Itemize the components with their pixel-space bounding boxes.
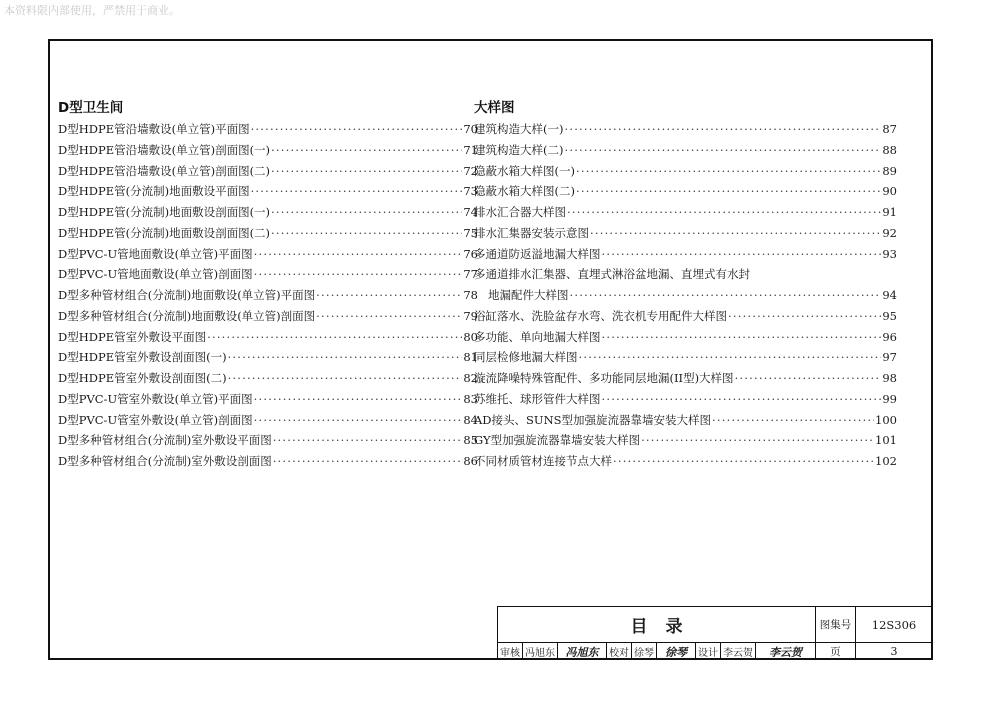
toc-left-column (58, 98, 478, 472)
toc-entry-page: 80 (463, 329, 478, 344)
toc-entry[interactable] (58, 244, 478, 265)
dot-leader (254, 264, 463, 285)
toc-entry[interactable] (58, 264, 478, 285)
toc-entry-text: D型HDPE管沿墙敷设(单立管)剖面图(一) (58, 142, 271, 157)
toc-entry-page: 101 (875, 433, 897, 448)
toc-entry[interactable] (58, 140, 478, 161)
toc-entry[interactable] (474, 181, 897, 202)
review-label: 审核 (498, 643, 523, 660)
toc-entry-page: 102 (875, 454, 897, 468)
toc-entry-page: 92 (882, 225, 897, 240)
dot-leader (228, 368, 463, 389)
toc-entry-text: 建筑构造大样(一) (474, 122, 564, 136)
toc-entry[interactable] (58, 181, 478, 202)
toc-entry-page: 100 (875, 412, 897, 427)
dot-leader (602, 327, 882, 348)
reviewer-signature: 冯旭东 (558, 643, 607, 660)
dot-leader (254, 244, 463, 265)
dot-leader (251, 119, 463, 140)
toc-entry[interactable] (58, 451, 478, 472)
toc-entry[interactable] (474, 140, 897, 161)
dot-leader (271, 223, 462, 244)
toc-entry[interactable] (58, 223, 478, 244)
dot-leader (735, 368, 882, 389)
dot-leader (564, 119, 881, 140)
toc-entry-text: D型HDPE管(分流制)地面敷设平面图 (58, 184, 250, 199)
toc-entry[interactable] (474, 451, 897, 472)
page-number: 3 (890, 645, 898, 658)
toc-entry-page: 89 (882, 163, 897, 178)
toc-entry[interactable] (474, 161, 897, 182)
toc-entry[interactable] (474, 119, 897, 140)
toc-entry[interactable] (474, 202, 897, 223)
toc-entry-text: 同层检修地漏大样图 (474, 350, 578, 365)
toc-entry[interactable] (58, 285, 478, 306)
toc-entry-text: D型HDPE管室外敷设剖面图(二) (58, 371, 227, 385)
toc-entry-page: 73 (463, 184, 478, 199)
toc-entry-text: 排水汇集器安装示意图 (474, 225, 589, 240)
dot-leader (641, 430, 874, 451)
toc-entry-page: 72 (463, 163, 478, 178)
toc-entry-page: 75 (463, 225, 478, 240)
toc-entry-text: D型HDPE管(分流制)地面敷设剖面图(一) (58, 205, 271, 219)
toc-entry-text: GY型加强旋流器靠墙安装大样图 (474, 433, 641, 448)
toc-entry-page: 96 (882, 329, 897, 344)
dot-leader (316, 285, 462, 306)
toc-entry[interactable] (474, 306, 897, 327)
toc-entry-text: 隐蔽水箱大样图(二) (474, 184, 575, 199)
toc-entry[interactable] (474, 368, 897, 389)
toc-entry[interactable] (58, 389, 478, 410)
toc-entry-text: 漩流降噪特殊管配件、多功能同层地漏(II型)大样图 (474, 371, 734, 385)
toc-entry[interactable] (58, 368, 478, 389)
toc-entry-page: 98 (882, 371, 897, 385)
toc-entry[interactable] (474, 223, 897, 244)
toc-entry-page: 87 (882, 122, 897, 136)
reviewer-name: 冯旭东 (523, 643, 558, 660)
dot-leader (271, 161, 462, 182)
toc-entry-text: 建筑构造大样(二) (474, 142, 564, 157)
toc-entry-text: 苏维托、球形管件大样图 (474, 391, 601, 406)
drawing-title: 目录 (498, 607, 816, 643)
dot-leader (570, 285, 882, 306)
toc-entry-text: D型多种管材组合(分流制)地面敷设(单立管)剖面图 (58, 308, 316, 323)
page-label: 页 (816, 643, 856, 660)
toc-entry-page: 84 (463, 412, 478, 427)
dot-leader (602, 389, 882, 410)
dot-leader (271, 140, 462, 161)
toc-entry-text: 排水汇合器大样图 (474, 205, 566, 219)
toc-entry-page: 76 (463, 246, 478, 261)
toc-entry-page: 94 (882, 288, 897, 302)
toc-entry-page: 90 (882, 184, 897, 199)
dot-leader (251, 181, 463, 202)
title-block (497, 606, 933, 660)
toc-entry-text: 浴缸落水、洗脸盆存水弯、洗衣机专用配件大样图 (474, 308, 727, 323)
toc-entry-text: 多功能、单向地漏大样图 (474, 329, 601, 344)
atlas-number-label: 图集号 (816, 607, 856, 643)
toc-entry-text: D型HDPE管室外敷设平面图 (58, 329, 207, 344)
toc-entry-text: 地漏配件大样图 (488, 288, 569, 302)
toc-entry-text: D型HDPE管(分流制)地面敷设剖面图(二) (58, 225, 271, 240)
toc-entry-page: 93 (882, 246, 897, 261)
toc-entry-text: D型多种管材组合(分流制)室外敷设平面图 (58, 433, 272, 448)
toc-entry[interactable] (58, 430, 478, 451)
toc-entry[interactable] (474, 347, 897, 368)
toc-entry-text: D型HDPE管室外敷设剖面图(一) (58, 350, 227, 365)
atlas-number: 12S306 (856, 607, 932, 643)
toc-entry-text: D型多种管材组合(分流制)室外敷设剖面图 (58, 454, 272, 468)
dot-leader (712, 410, 874, 431)
toc-entry[interactable] (58, 161, 478, 182)
toc-entry-first-line[interactable] (474, 264, 897, 285)
watermark-text: 本资料限内部使用，严禁用于商业。 (4, 4, 180, 17)
dot-leader (613, 451, 874, 472)
toc-entry-text: 隐蔽水箱大样图(一) (474, 163, 575, 178)
toc-entry-text: 不同材质管材连接节点大样 (474, 454, 612, 468)
toc-entry[interactable] (474, 244, 897, 265)
toc-entry[interactable] (474, 327, 897, 348)
toc-entry-text: D型HDPE管沿墙敷设(单立管)平面图 (58, 122, 250, 136)
dot-leader (207, 327, 462, 348)
toc-right-column (474, 98, 897, 472)
toc-list-right (474, 119, 897, 472)
designer-signature: 李云贺 (769, 645, 802, 659)
section-title-detail-drawings: 大样图 (474, 100, 515, 116)
toc-entry-text: 多通道防返溢地漏大样图 (474, 246, 601, 261)
toc-entry-text: D型HDPE管沿墙敷设(单立管)剖面图(二) (58, 163, 271, 178)
toc-entry-page: 99 (882, 391, 897, 406)
checker-signature: 徐琴 (657, 643, 696, 660)
toc-entry-text: AD接头、SUNS型加强旋流器靠墙安装大样图 (474, 412, 712, 427)
dot-leader (576, 181, 881, 202)
dot-leader (564, 140, 881, 161)
toc-entry-page: 95 (882, 308, 897, 323)
toc-entry[interactable] (58, 119, 478, 140)
design-label: 设计 (696, 643, 721, 660)
toc-entry-page: 91 (882, 205, 897, 219)
dot-leader (228, 347, 463, 368)
toc-list-left (58, 119, 478, 472)
toc-entry[interactable] (474, 410, 897, 431)
toc-entry-page: 78 (463, 288, 478, 302)
toc-entry-page: 82 (463, 371, 478, 385)
toc-entry[interactable] (58, 202, 478, 223)
toc-entry[interactable] (58, 306, 478, 327)
toc-entry[interactable] (474, 389, 897, 410)
dot-leader (576, 161, 881, 182)
toc-entry-page: 79 (463, 308, 478, 323)
check-label: 校对 (607, 643, 632, 660)
toc-entry[interactable] (58, 327, 478, 348)
dot-leader (316, 306, 462, 327)
toc-entry[interactable] (474, 430, 897, 451)
dot-leader (273, 451, 463, 472)
toc-entry-page: 97 (882, 350, 897, 365)
toc-entry-continuation[interactable] (474, 285, 897, 306)
dot-leader (728, 306, 881, 327)
signature-row (498, 643, 816, 660)
toc-entry-text: D型PVC-U管室外敷设(单立管)剖面图 (58, 412, 253, 427)
toc-entry-page: 88 (882, 142, 897, 157)
section-title-bathroom-d: D型卫生间 (58, 100, 124, 116)
dot-leader (590, 223, 881, 244)
toc-entry-text: D型PVC-U管室外敷设(单立管)平面图 (58, 391, 253, 406)
dot-leader (273, 430, 463, 451)
dot-leader (579, 347, 882, 368)
toc-entry[interactable] (58, 347, 478, 368)
dot-leader (271, 202, 462, 223)
toc-entry-page: 83 (463, 391, 478, 406)
dot-leader (602, 244, 882, 265)
dot-leader (254, 389, 463, 410)
toc-entry-page: 71 (463, 142, 478, 157)
toc-entry-page: 85 (463, 433, 478, 448)
toc-entry-text: D型多种管材组合(分流制)地面敷设(单立管)平面图 (58, 288, 316, 302)
toc-entry-page: 77 (463, 267, 478, 282)
toc-entry-page: 74 (463, 205, 478, 219)
toc-entry-page: 86 (463, 454, 478, 468)
toc-entry[interactable] (58, 410, 478, 431)
toc-entry-page: 70 (463, 122, 478, 136)
designer-name: 李云贺 (721, 643, 756, 660)
dot-leader (567, 202, 881, 223)
dot-leader (254, 410, 463, 431)
toc-entry-text: 多通道排水汇集器、直埋式淋浴盆地漏、直埋式有水封 (474, 267, 750, 282)
toc-entry-text: D型PVC-U管地面敷设(单立管)剖面图 (58, 267, 253, 282)
toc-entry-page: 81 (463, 350, 478, 365)
toc-entry-text: D型PVC-U管地面敷设(单立管)平面图 (58, 246, 253, 261)
checker-name: 徐琴 (632, 643, 657, 660)
